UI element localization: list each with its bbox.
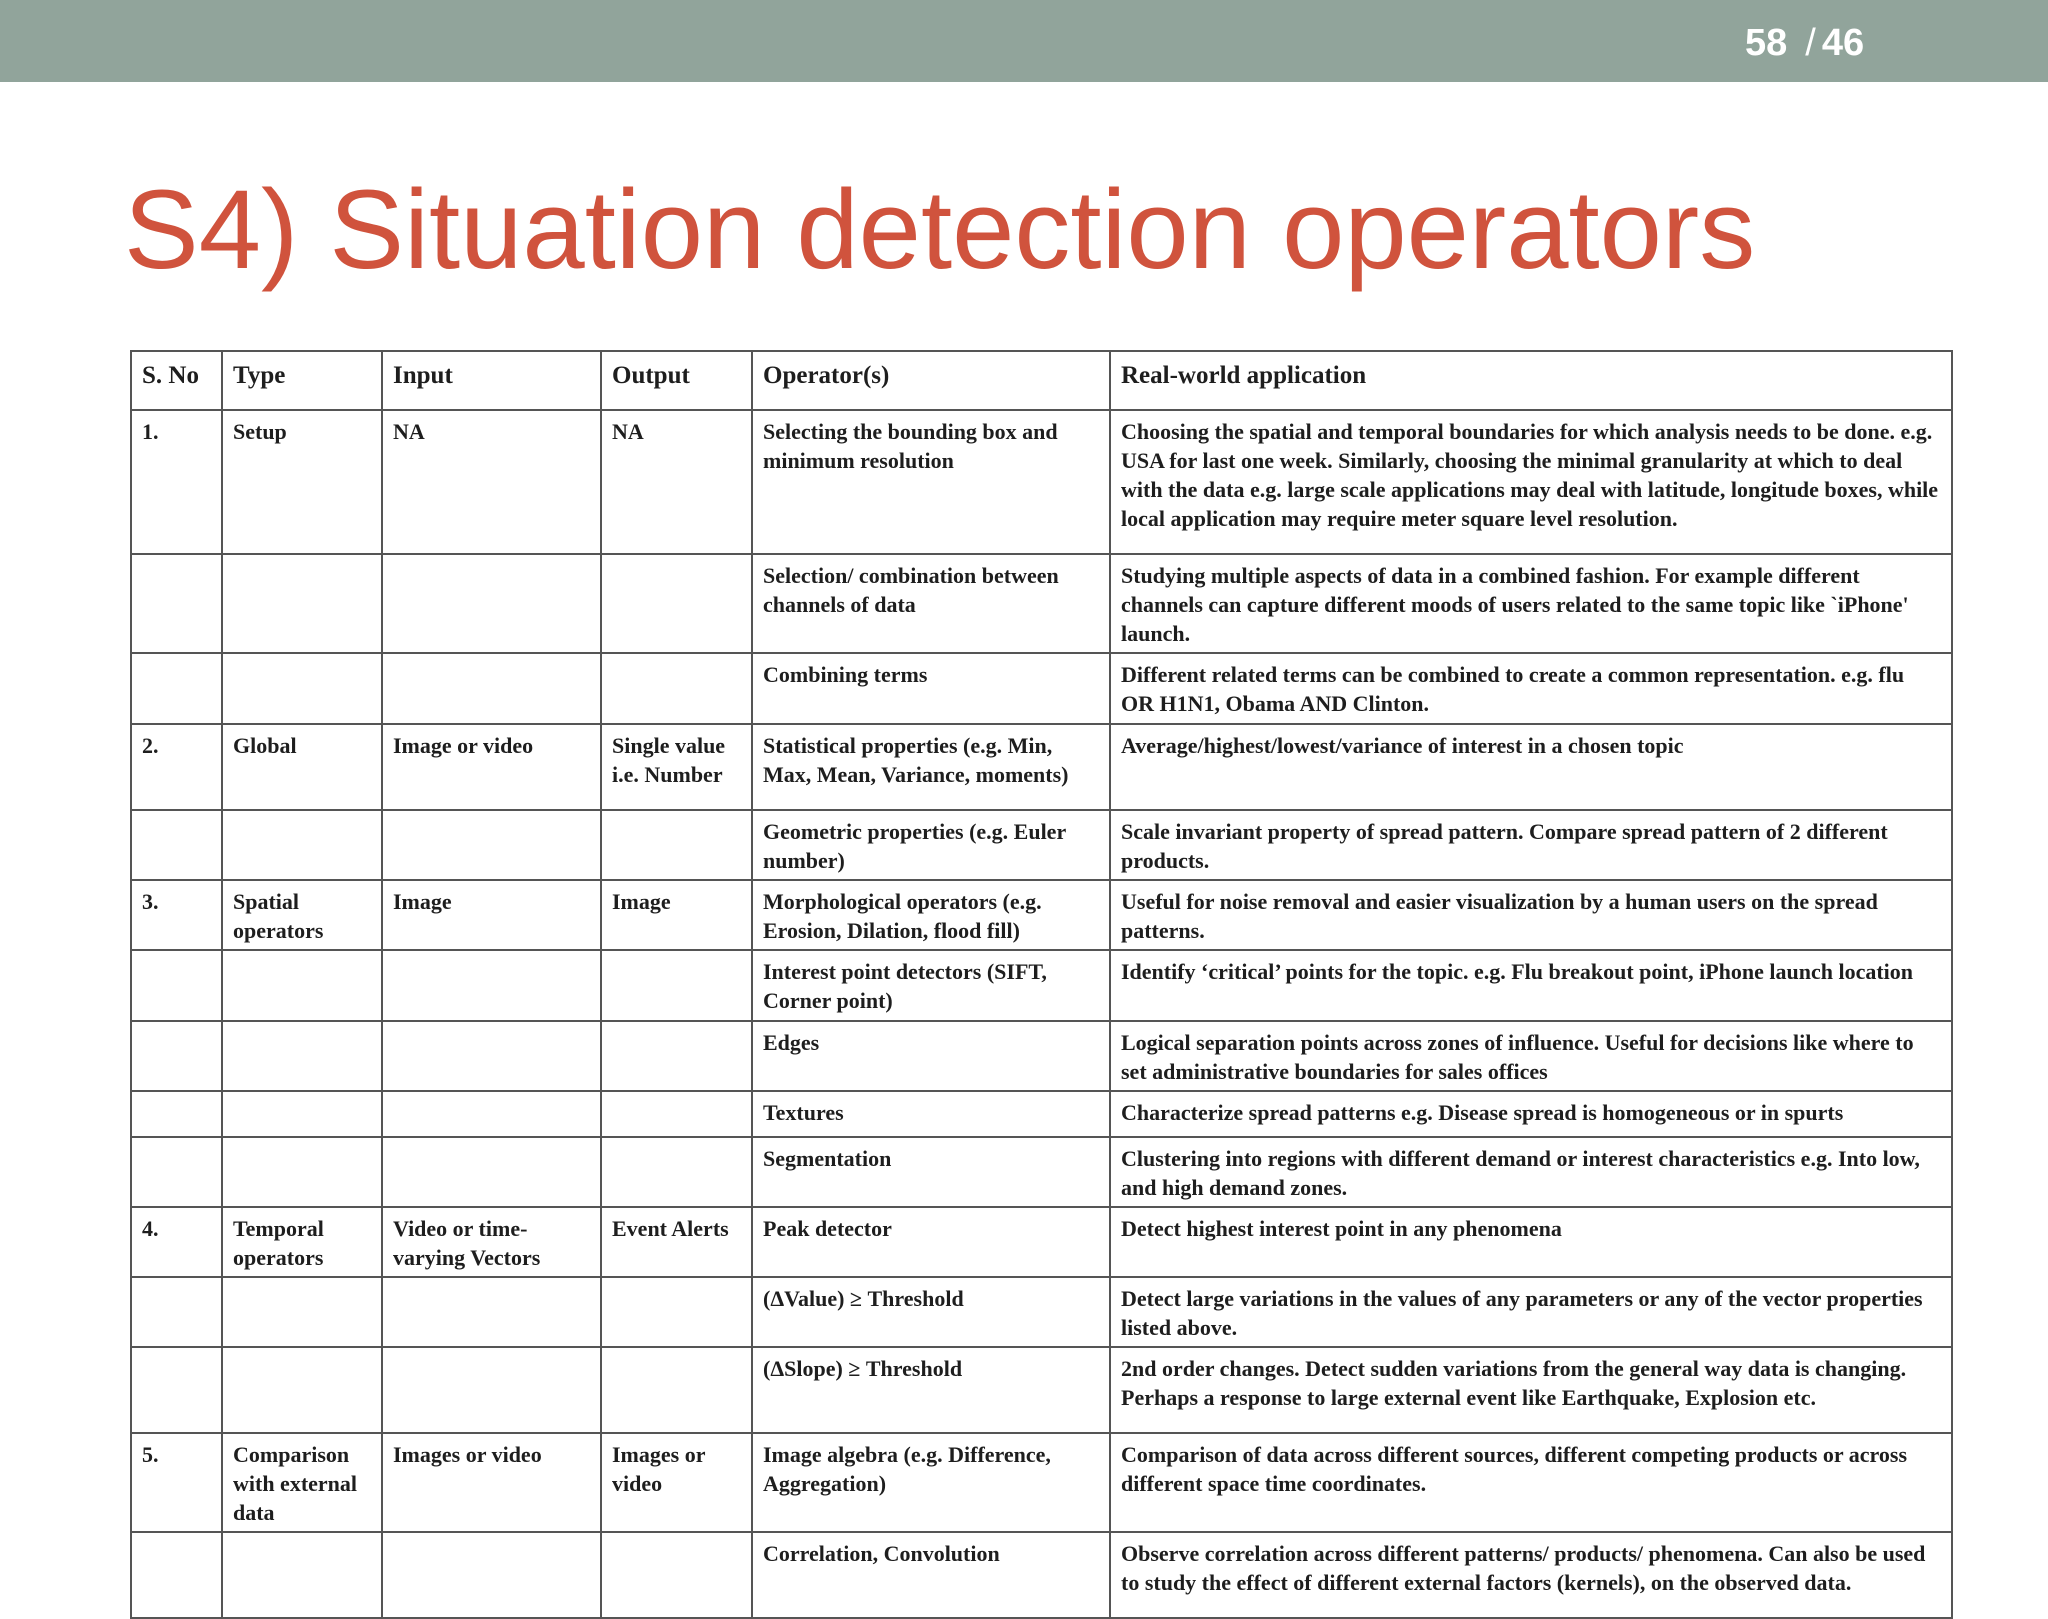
cell-input: Image or video — [382, 724, 601, 810]
cell-operator: Statistical properties (e.g. Min, Max, Mean, Variance, moments) — [752, 724, 1110, 810]
table-row — [131, 724, 1952, 810]
slide-title: S4) Situation detection operators — [124, 167, 1756, 292]
cell-sno — [131, 653, 222, 724]
cell-sno — [131, 1277, 222, 1347]
table-row — [131, 1091, 1952, 1137]
cell-type: Setup — [222, 410, 382, 554]
cell-input — [382, 1347, 601, 1433]
cell-output: Image — [601, 880, 752, 950]
cell-output: Images or video — [601, 1433, 752, 1532]
cell-type: Comparison with external data — [222, 1433, 382, 1532]
cell-input: Video or time-varying Vectors — [382, 1207, 601, 1277]
cell-output — [601, 1091, 752, 1137]
cell-input — [382, 1021, 601, 1091]
cell-output — [601, 1347, 752, 1433]
cell-output: Event Alerts — [601, 1207, 752, 1277]
cell-output — [601, 1021, 752, 1091]
cell-sno — [131, 1347, 222, 1433]
cell-type: Spatial operators — [222, 880, 382, 950]
cell-operator: Textures — [752, 1091, 1110, 1137]
cell-application: Choosing the spatial and temporal boundaries for which analysis needs to be done. e.g. USA for last one week. Similarly, choosing the minimal granularity at which to deal with the data e.g. large scale applications may deal with latitude, longitude boxes, while local application may require meter square level resolution. — [1110, 410, 1952, 554]
cell-application: Logical separation points across zones of influence. Useful for decisions like where to set administrative boundaries for sales offices — [1110, 1021, 1952, 1091]
cell-input: NA — [382, 410, 601, 554]
cell-type — [222, 1532, 382, 1618]
table-row — [131, 653, 1952, 724]
cell-input: Image — [382, 880, 601, 950]
cell-operator: Edges — [752, 1021, 1110, 1091]
table-row — [131, 1532, 1952, 1618]
table-row — [131, 1137, 1952, 1207]
cell-application: Comparison of data across different sources, different competing products or across different space time coordinates. — [1110, 1433, 1952, 1532]
header-operators: Operator(s) — [752, 351, 1110, 410]
cell-operator: Interest point detectors (SIFT, Corner point) — [752, 950, 1110, 1021]
page-separator: / — [1805, 22, 1816, 64]
cell-output: NA — [601, 410, 752, 554]
top-bar — [0, 0, 2048, 82]
table-row — [131, 554, 1952, 653]
cell-operator: Selection/ combination between channels of data — [752, 554, 1110, 653]
cell-sno: 5. — [131, 1433, 222, 1532]
cell-application: Detect highest interest point in any phenomena — [1110, 1207, 1952, 1277]
cell-sno — [131, 1091, 222, 1137]
cell-output — [601, 810, 752, 880]
page-indicator — [1745, 22, 1864, 65]
cell-application: Clustering into regions with different demand or interest characteristics e.g. Into low, and high demand zones. — [1110, 1137, 1952, 1207]
header-application: Real-world application — [1110, 351, 1952, 410]
table-row — [131, 1347, 1952, 1433]
header-output: Output — [601, 351, 752, 410]
table-row — [131, 810, 1952, 880]
cell-sno — [131, 810, 222, 880]
table-row — [131, 410, 1952, 554]
cell-input — [382, 554, 601, 653]
cell-sno: 1. — [131, 410, 222, 554]
cell-input — [382, 1277, 601, 1347]
cell-sno: 3. — [131, 880, 222, 950]
cell-operator: Image algebra (e.g. Difference, Aggregation) — [752, 1433, 1110, 1532]
cell-application: 2nd order changes. Detect sudden variations from the general way data is changing. Perhaps a response to large external event like Earthquake, Explosion etc. — [1110, 1347, 1952, 1433]
cell-type — [222, 1021, 382, 1091]
cell-operator: Correlation, Convolution — [752, 1532, 1110, 1618]
cell-application: Scale invariant property of spread pattern. Compare spread pattern of 2 different products. — [1110, 810, 1952, 880]
operators-table-container — [130, 350, 1953, 1619]
operators-table — [130, 350, 1953, 1619]
cell-operator: (ΔSlope) ≥ Threshold — [752, 1347, 1110, 1433]
total-pages: 46 — [1821, 22, 1865, 64]
cell-output — [601, 554, 752, 653]
cell-operator: Geometric properties (e.g. Euler number) — [752, 810, 1110, 880]
cell-output — [601, 1532, 752, 1618]
table-row — [131, 1021, 1952, 1091]
cell-input — [382, 810, 601, 880]
cell-application: Detect large variations in the values of any parameters or any of the vector properties listed above. — [1110, 1277, 1952, 1347]
cell-sno: 2. — [131, 724, 222, 810]
cell-type — [222, 950, 382, 1021]
cell-type: Temporal operators — [222, 1207, 382, 1277]
header-sno: S. No — [131, 351, 222, 410]
cell-application: Observe correlation across different patterns/ products/ phenomena. Can also be used to study the effect of different external factors (kernels), on the observed data. — [1110, 1532, 1952, 1618]
table-row — [131, 1277, 1952, 1347]
cell-sno — [131, 1532, 222, 1618]
cell-application: Identify ‘critical’ points for the topic. e.g. Flu breakout point, iPhone launch location — [1110, 950, 1952, 1021]
cell-application: Average/highest/lowest/variance of interest in a chosen topic — [1110, 724, 1952, 810]
cell-type — [222, 554, 382, 653]
cell-sno — [131, 950, 222, 1021]
header-type: Type — [222, 351, 382, 410]
cell-operator: Combining terms — [752, 653, 1110, 724]
cell-operator: Morphological operators (e.g. Erosion, Dilation, flood fill) — [752, 880, 1110, 950]
cell-sno: 4. — [131, 1207, 222, 1277]
cell-output — [601, 1277, 752, 1347]
table-row — [131, 1207, 1952, 1277]
cell-output — [601, 950, 752, 1021]
current-page: 58 — [1745, 22, 1788, 64]
cell-input — [382, 1532, 601, 1618]
cell-application: Useful for noise removal and easier visualization by a human users on the spread patterns. — [1110, 880, 1952, 950]
cell-input — [382, 1137, 601, 1207]
cell-application: Studying multiple aspects of data in a combined fashion. For example different channels can capture different moods of users related to the same topic like `iPhone' launch. — [1110, 554, 1952, 653]
cell-type: Global — [222, 724, 382, 810]
cell-operator: Segmentation — [752, 1137, 1110, 1207]
cell-operator: Selecting the bounding box and minimum resolution — [752, 410, 1110, 554]
header-input: Input — [382, 351, 601, 410]
cell-input — [382, 1091, 601, 1137]
cell-sno — [131, 554, 222, 653]
cell-sno — [131, 1021, 222, 1091]
cell-sno — [131, 1137, 222, 1207]
table-row — [131, 880, 1952, 950]
cell-type — [222, 1137, 382, 1207]
cell-output: Single value i.e. Number — [601, 724, 752, 810]
cell-output — [601, 653, 752, 724]
cell-application: Different related terms can be combined to create a common representation. e.g. flu OR H1N1, Obama AND Clinton. — [1110, 653, 1952, 724]
cell-type — [222, 1091, 382, 1137]
cell-input — [382, 653, 601, 724]
cell-input — [382, 950, 601, 1021]
cell-output — [601, 1137, 752, 1207]
cell-type — [222, 1347, 382, 1433]
cell-input: Images or video — [382, 1433, 601, 1532]
cell-application: Characterize spread patterns e.g. Disease spread is homogeneous or in spurts — [1110, 1091, 1952, 1137]
table-header-row — [131, 351, 1952, 410]
cell-type — [222, 1277, 382, 1347]
cell-type — [222, 810, 382, 880]
table-row — [131, 1433, 1952, 1532]
cell-type — [222, 653, 382, 724]
cell-operator: Peak detector — [752, 1207, 1110, 1277]
table-row — [131, 950, 1952, 1021]
cell-operator: (ΔValue) ≥ Threshold — [752, 1277, 1110, 1347]
